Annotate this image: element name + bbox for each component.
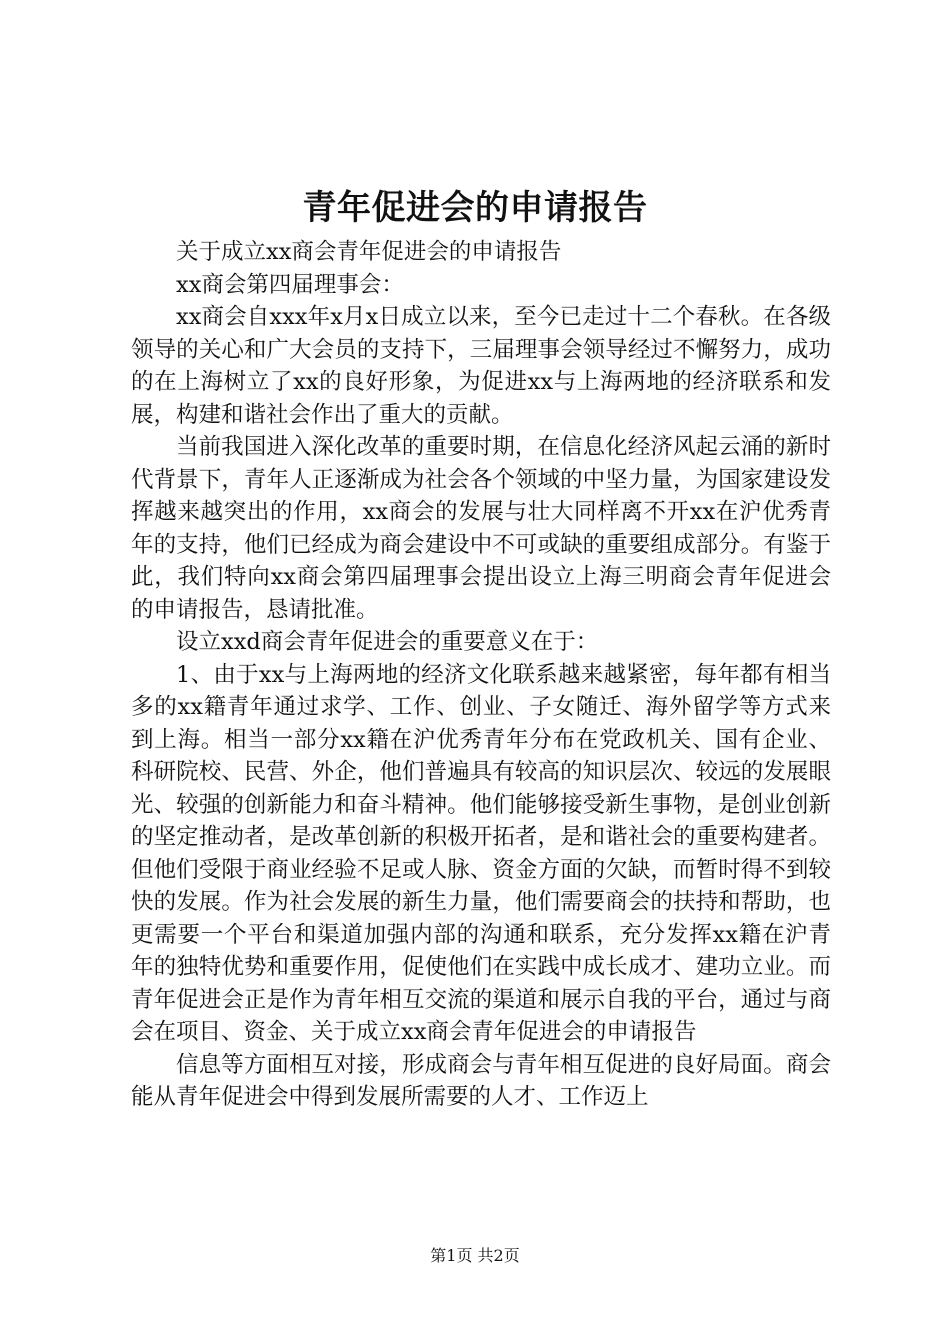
document-title: 青年促进会的申请报告 [302, 188, 648, 228]
paragraph-addressee: xx商会第四届理事会： [176, 271, 404, 298]
paragraph-continuation: 信息等方面相互对接，形成商会与青年相互促进的良好局面。商会能从青年促进会中得到发展所需要的人才、工作迈上 [131, 1051, 831, 1110]
paragraph-subject: 关于成立xx商会青年促进会的申请报告 [176, 239, 562, 265]
paragraph-background: 当前我国进入深化改革的重要时期，在信息化经济风起云涌的新时代背景下，青年人正逐渐成为社会各个领域的中坚力量，为国家建设发挥越来越突出的作用，xx商会的发展与壮大同样离不开xx在沪优秀青年的支持，他们已经成为商会建设中不可或缺的重要组成部分。有鉴于此，我们特向xx商会第四届理事会提出设立上海三明商会青年促进会的申请报告，恳请批准。 [131, 434, 831, 623]
page-number-footer: 第1页 共2页 [430, 1246, 520, 1265]
paragraph-significance-heading: 设立xxd商会青年促进会的重要意义在于： [176, 629, 599, 655]
paragraph-point-one: 1、由于xx与上海两地的经济文化联系越来越紧密，每年都有相当多的xx籍青年通过求学、工作、创业、子女随迁、海外留学等方式来到上海。相当一部分xx籍在沪优秀青年分布在党政机关、国有企业、科研院校、民营、外企，他们普遍具有较高的知识层次、较远的发展眼光、较强的创新能力和奋斗精神。他们能够接受新生事物，是创业创新的坚定推动者，是改革创新的积极开拓者，是和谐社会的重要构建者。但他们受限于商业经验不足或人脉、资金方面的欠缺，而暂时得不到较快的发展。作为社会发展的新生力量，他们需要商会的扶持和帮助，也更需要一个平台和渠道加强内部的沟通和联系，充分发挥xx籍在沪青年的独特优势和重要作用，促使他们在实践中成长成才、建功立业。而青年促进会正是作为青年相互交流的渠道和展示自我的平台，通过与商会在项目、资金、关于成立xx商会青年促进会的申请报告 [131, 661, 831, 1045]
document-body [131, 236, 831, 1114]
paragraph-introduction: xx商会自xxx年x月x日成立以来，至今已走过十二个春秋。在各级领导的关心和广大会员的支持下，三届理事会领导经过不懈努力，成功的在上海树立了xx的良好形象，为促进xx与上海两地的经济联系和发展，构建和谐社会作出了重大的贡献。 [131, 304, 831, 428]
